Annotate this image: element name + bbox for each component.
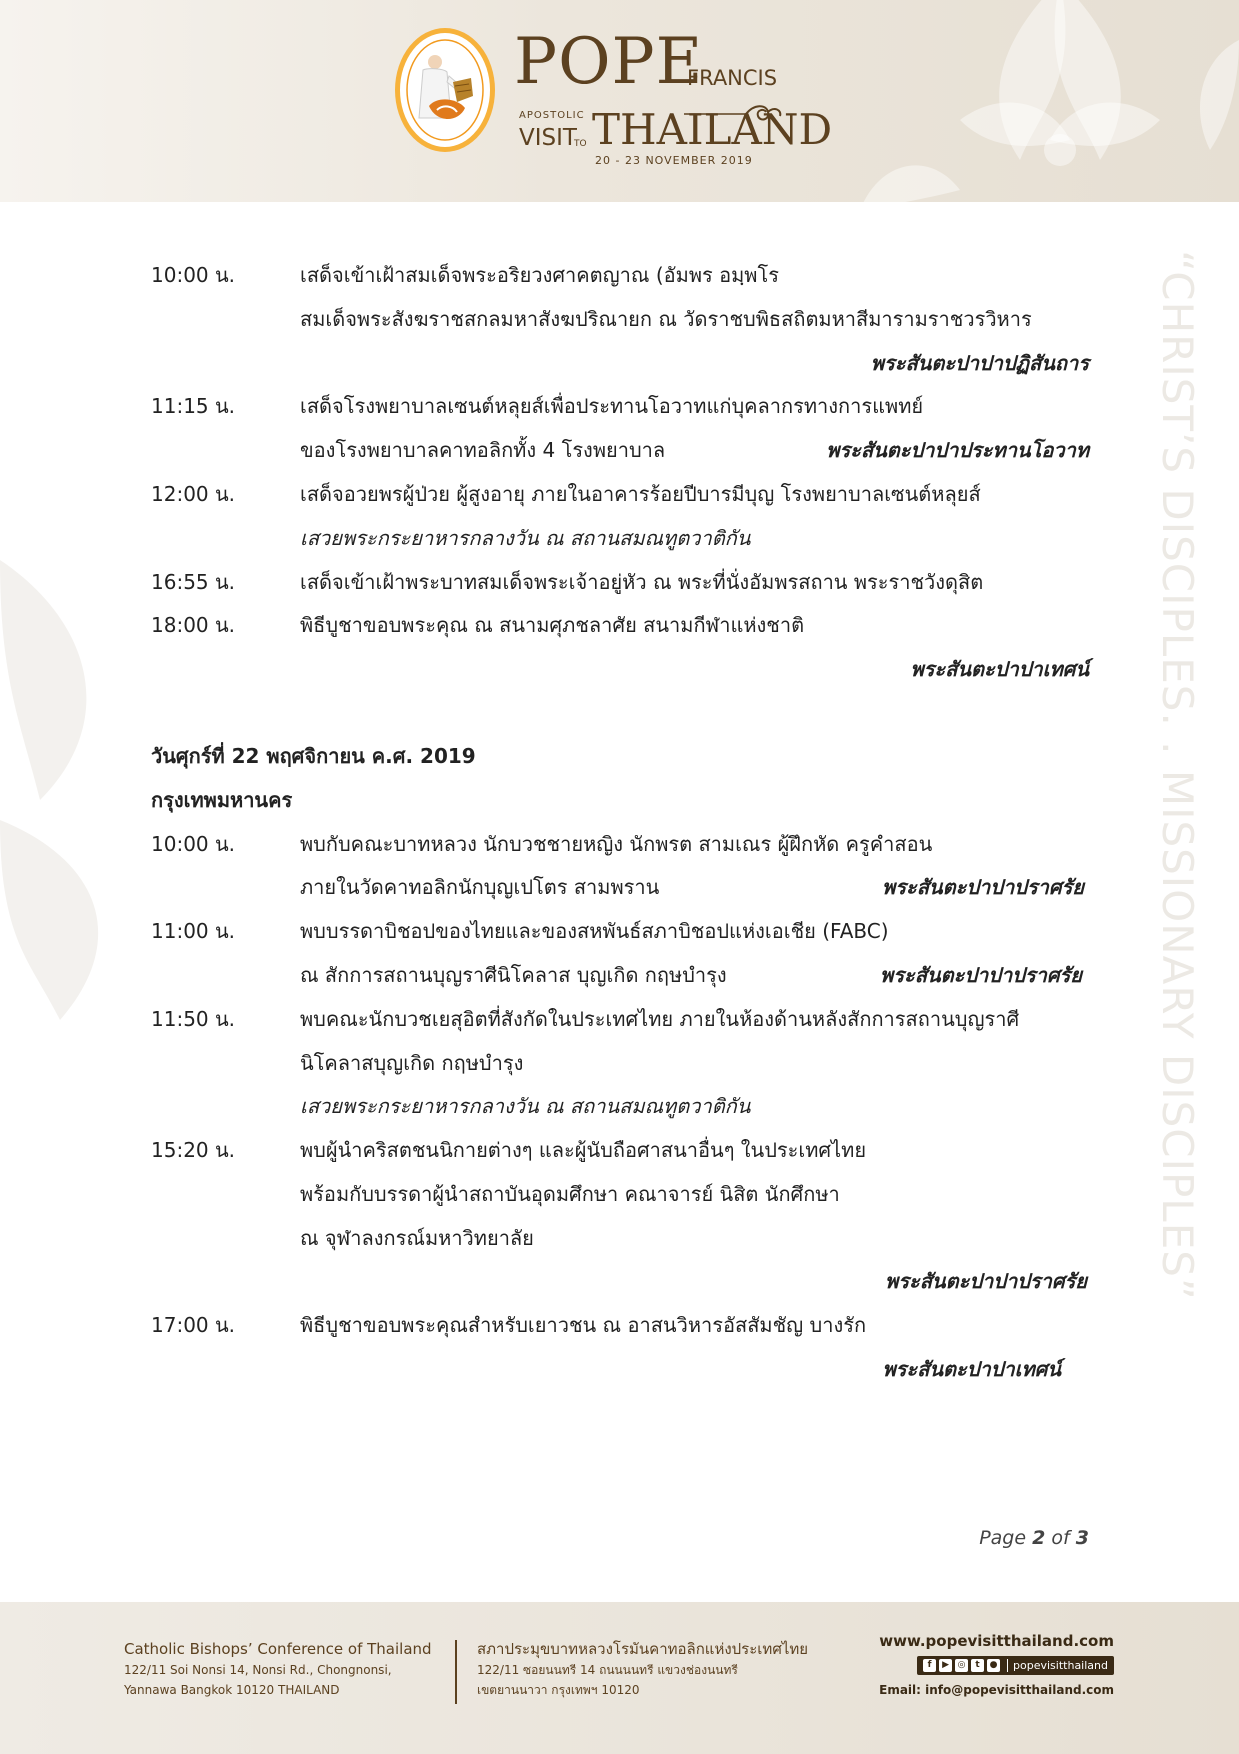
footer-english-address	[124, 1638, 432, 1700]
day-heading: วันศุกร์ที่ 22 พฤศจิกายน ค.ศ. 2019	[151, 744, 476, 768]
logo-pope: POPE	[514, 25, 704, 99]
footer-en-line2: Yannawa Bangkok 10120 THAILAND	[124, 1683, 340, 1697]
schedule-note: พระสันตะปาปาเทศน์	[882, 1357, 1061, 1381]
page-footer	[0, 1602, 1239, 1754]
schedule-time: 10:00 น.	[151, 263, 236, 287]
footer-en-line1: 122/11 Soi Nonsi 14, Nonsi Rd., Chongnonsi,	[124, 1663, 392, 1677]
schedule-text: นิโคลาสบุญเกิด กฤษบำรุง	[300, 1051, 524, 1075]
footer-thai-address	[477, 1638, 808, 1700]
schedule-text: เสด็จเข้าเฝ้าสมเด็จพระอริยวงศาคตญาณ (อัมพร อมฺพโร	[300, 263, 779, 287]
footer-th-line2: เขตยานนาวา กรุงเทพฯ 10120	[477, 1683, 640, 1697]
schedule-time: 18:00 น.	[151, 613, 236, 637]
schedule-text: พิธีบูชาขอบพระคุณ ณ สนามศุภชลาศัย สนามกีฬาแห่งชาติ	[300, 613, 805, 637]
schedule-note: พระสันตะปาปาประทานโอวาท	[826, 438, 1089, 462]
social-media-bar	[917, 1656, 1114, 1675]
schedule-note: พระสันตะปาปาปราศรัย	[882, 875, 1084, 899]
logo-visit: VISIT	[519, 125, 577, 151]
schedule-text: พิธีบูชาขอบพระคุณสำหรับเยาวชน ณ อาสนวิหารอัสสัมชัญ บางรัก	[300, 1313, 867, 1337]
page-header	[0, 0, 1239, 202]
papal-visit-seal-icon	[393, 26, 497, 154]
schedule-note: พระสันตะปาปาเทศน์	[910, 657, 1089, 681]
schedule-note: พระสันตะปาปาปราศรัย	[885, 1269, 1087, 1293]
schedule-time: 16:55 น.	[151, 570, 236, 594]
schedule-time: 11:50 น.	[151, 1007, 236, 1031]
footer-contact	[879, 1632, 1114, 1697]
page-current: 2	[1032, 1527, 1046, 1549]
schedule-time: 12:00 น.	[151, 482, 236, 506]
schedule-text: พบบรรดาบิชอปของไทยและของสหพันธ์สภาบิชอปแห่งเอเชีย (FABC)	[300, 919, 889, 943]
page-number	[979, 1525, 1089, 1551]
footer-divider	[455, 1640, 457, 1704]
footer-th-title: สภาประมุขบาทหลวงโรมันคาทอลิกแห่งประเทศไทย	[477, 1640, 809, 1658]
twitter-icon[interactable]: t	[971, 1659, 984, 1672]
page-sep: of	[1051, 1527, 1070, 1549]
footer-email[interactable]: Email: info@popevisitthailand.com	[879, 1683, 1114, 1697]
schedule-text: พร้อมกับบรรดาผู้นำสถาบันอุดมศึกษา คณาจารย์ นิสิต นักศึกษา	[300, 1182, 840, 1206]
side-motto-text: “CHRIST’S DISCIPLES. . MISSIONARY DISCIPLES”	[1153, 250, 1202, 1301]
instagram-icon[interactable]: ◎	[955, 1659, 968, 1672]
faded-floral-watermark-icon	[0, 560, 160, 1080]
side-motto	[1144, 250, 1204, 1550]
schedule-text: พบคณะนักบวชเยสุอิตที่สังกัดในประเทศไทย ภายในห้องด้านหลังสักการสถานบุญราศี	[300, 1007, 1020, 1031]
logo-thailand: THAILAND	[592, 105, 833, 154]
schedule-note: พระสันตะปาปาปราศรัย	[880, 963, 1082, 987]
schedule-text: ภายในวัดคาทอลิกนักบุญเปโตร สามพราน	[300, 875, 660, 899]
schedule-time: 11:15 น.	[151, 394, 236, 418]
logo-francis: FRANCIS	[687, 66, 778, 90]
schedule-text: เสด็จโรงพยาบาลเซนต์หลุยส์เพื่อประทานโอวาทแก่บุคลากรทางการแพทย์	[300, 394, 924, 418]
schedule-text: ณ สักการสถานบุญราศีนิโคลาส บุญเกิด กฤษบำรุง	[300, 963, 727, 987]
schedule-time: 17:00 น.	[151, 1313, 236, 1337]
schedule-text: ณ จุฬาลงกรณ์มหาวิทยาลัย	[300, 1226, 534, 1250]
facebook-icon[interactable]: f	[923, 1659, 936, 1672]
schedule-time: 15:20 น.	[151, 1138, 236, 1162]
schedule-text: เสด็จอวยพรผู้ป่วย ผู้สูงอายุ ภายในอาคารร้อยปีบารมีบุญ โรงพยาบาลเซนต์หลุยส์	[300, 482, 981, 506]
schedule-note: พระสันตะปาปาปฏิสันถาร	[870, 351, 1089, 375]
schedule-text: สมเด็จพระสังฆราชสกลมหาสังฆปริณายก ณ วัดราชบพิธสถิตมหาสีมารามราชวรวิหาร	[300, 307, 1032, 331]
schedule-text: เสวยพระกระยาหารกลางวัน ณ สถานสมณทูตวาติกัน	[300, 1094, 751, 1118]
line-icon[interactable]: ●	[987, 1659, 1000, 1672]
city-heading: กรุงเทพมหานคร	[151, 788, 293, 812]
youtube-icon[interactable]: ▶	[939, 1659, 952, 1672]
schedule-text: เสวยพระกระยาหารกลางวัน ณ สถานสมณทูตวาติกัน	[300, 526, 751, 550]
schedule-text: ของโรงพยาบาลคาทอลิกทั้ง 4 โรงพยาบาล	[300, 438, 666, 462]
logo-apostolic: APOSTOLIC	[519, 110, 585, 121]
page-prefix: Page	[979, 1527, 1027, 1549]
page-total: 3	[1075, 1527, 1089, 1549]
schedule-text: พบกับคณะบาทหลวง นักบวชชายหญิง นักพรต สามเณร ผู้ฝึกหัด ครูคำสอน	[300, 832, 933, 856]
schedule-text: พบผู้นำคริสตชนนิกายต่างๆ และผู้นับถือศาสนาอื่นๆ ในประเทศไทย	[300, 1138, 867, 1162]
schedule-time: 11:00 น.	[151, 919, 236, 943]
logo-to: TO	[574, 139, 587, 149]
footer-th-line1: 122/11 ซอยนนทรี 14 ถนนนนทรี แขวงช่องนนทรี	[477, 1663, 738, 1677]
social-handle[interactable]: popevisitthailand	[1007, 1659, 1108, 1672]
footer-website-link[interactable]: www.popevisitthailand.com	[879, 1632, 1114, 1650]
visit-dates: 20 - 23 NOVEMBER 2019	[595, 154, 753, 167]
schedule-time: 10:00 น.	[151, 832, 236, 856]
schedule-text: เสด็จเข้าเฝ้าพระบาทสมเด็จพระเจ้าอยู่หัว ณ พระที่นั่งอัมพรสถาน พระราชวังดุสิต	[300, 570, 984, 594]
footer-en-title: Catholic Bishops’ Conference of Thailand	[124, 1640, 432, 1658]
